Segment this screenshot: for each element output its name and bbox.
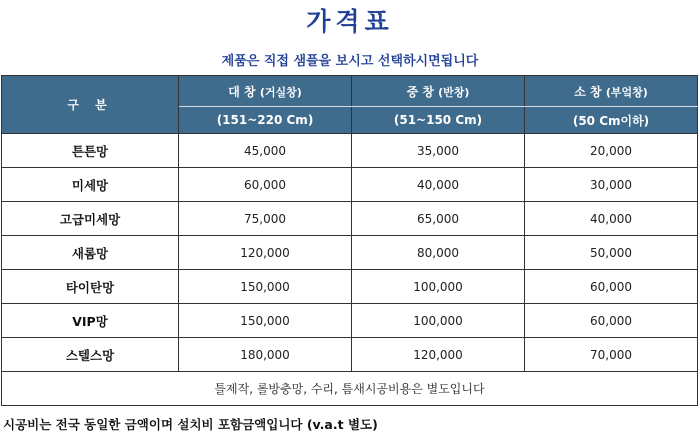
header-small-note: (부엌창) — [605, 85, 648, 99]
price-cell: 45,000 — [179, 134, 352, 168]
price-cell: 150,000 — [179, 270, 352, 304]
header-medium-range: (51~150 Cm) — [352, 107, 525, 134]
price-cell: 60,000 — [525, 270, 698, 304]
price-cell: 65,000 — [352, 202, 525, 236]
row-name: 새롬망 — [2, 236, 179, 270]
header-small-name: 소 창 — [574, 84, 602, 99]
table-note-row — [2, 372, 698, 406]
price-cell: 35,000 — [352, 134, 525, 168]
table-row — [2, 134, 698, 168]
header-gubun: 구 분 — [2, 76, 179, 134]
table-row — [2, 202, 698, 236]
price-cell: 40,000 — [525, 202, 698, 236]
price-cell: 60,000 — [179, 168, 352, 202]
header-medium-note: (반창) — [438, 85, 470, 99]
price-cell: 20,000 — [525, 134, 698, 168]
price-cell: 70,000 — [525, 338, 698, 372]
page-subtitle: 제품은 직접 샘플을 보시고 선택하시면됩니다 — [221, 54, 479, 69]
price-cell: 120,000 — [179, 236, 352, 270]
header-large-name: 대 창 — [228, 84, 256, 99]
table-row — [2, 168, 698, 202]
price-cell: 120,000 — [352, 338, 525, 372]
table-row — [2, 304, 698, 338]
table-row — [2, 236, 698, 270]
header-large-note: (거실창) — [259, 85, 302, 99]
price-cell: 75,000 — [179, 202, 352, 236]
price-cell: 60,000 — [525, 304, 698, 338]
price-cell: 180,000 — [179, 338, 352, 372]
row-name: 스텔스망 — [2, 338, 179, 372]
row-name: VIP망 — [2, 304, 179, 338]
header-medium-name: 중 창 — [406, 84, 434, 99]
page-title: 가격표 — [306, 7, 394, 36]
header-large-range: (151~220 Cm) — [179, 107, 352, 134]
table-note: 틀제작, 롤방충망, 수리, 틈새시공비용은 별도입니다 — [2, 372, 698, 406]
price-cell: 100,000 — [352, 304, 525, 338]
table-row — [2, 338, 698, 372]
price-cell: 150,000 — [179, 304, 352, 338]
price-cell: 80,000 — [352, 236, 525, 270]
price-cell: 30,000 — [525, 168, 698, 202]
row-name: 미세망 — [2, 168, 179, 202]
price-cell: 40,000 — [352, 168, 525, 202]
header-large-window — [179, 76, 352, 107]
header-medium-window — [352, 76, 525, 107]
row-name: 고급미세망 — [2, 202, 179, 236]
footer-note: 시공비는 전국 동일한 금액이며 설치비 포함금액입니다 (v.a.t 별도) — [3, 417, 378, 432]
price-cell: 100,000 — [352, 270, 525, 304]
price-table — [1, 75, 698, 406]
row-name: 타이탄망 — [2, 270, 179, 304]
header-small-range: (50 Cm이하) — [525, 107, 698, 134]
row-name: 튼튼망 — [2, 134, 179, 168]
header-small-window — [525, 76, 698, 107]
price-cell: 50,000 — [525, 236, 698, 270]
table-row — [2, 270, 698, 304]
